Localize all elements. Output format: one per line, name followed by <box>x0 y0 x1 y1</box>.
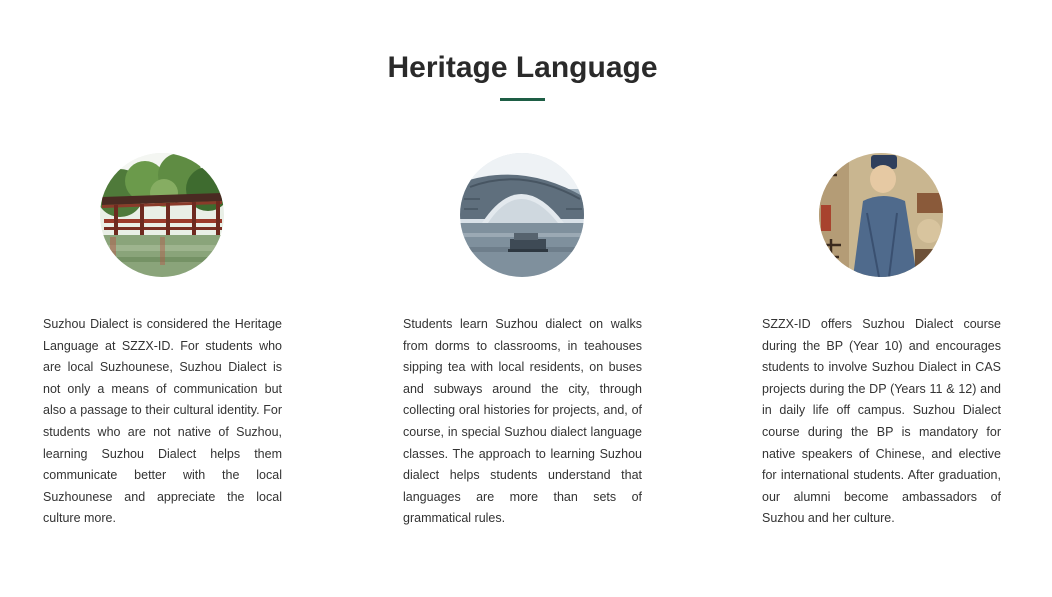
feature-description-1: Suzhou Dialect is considered the Heritage Language at SZZX-ID. For students who are local Suzhounese, Suzhou Dialect is not only a means of communication but also a passage to their cultural identity. For students who are not native of Suzhou, learning Suzhou Dialect helps them communicate better with the local Suzhounese and appreciate the local culture more. <box>43 317 282 526</box>
feature-description-3: SZZX-ID offers Suzhou Dialect course during the BP (Year 10) and encourages students to involve Suzhou Dialect in CAS projects during the DP (Years 11 & 12) and in daily life off campus. Suzhou Dialect course during the BP is mandatory for native speakers of Chinese, and elective for international students. After graduation, our alumni become ambassadors of Suzhou and her culture. <box>762 317 1001 526</box>
feature-description-2: Students learn Suzhou dialect on walks from dorms to classrooms, in teahouses sipping tea with local residents, on buses and subways around the city, through collecting oral histories for projects, and, of course, in special Suzhou dialect language classes. The approach to learning Suzhou dialect helps students understand that languages are more than sets of grammatical rules. <box>403 317 642 526</box>
title-underline <box>500 98 545 101</box>
section-title: Heritage Language <box>387 51 658 84</box>
garden-corridor-photo <box>100 153 224 277</box>
traditional-painting-photo <box>819 153 943 277</box>
stone-bridge-photo <box>460 153 584 277</box>
